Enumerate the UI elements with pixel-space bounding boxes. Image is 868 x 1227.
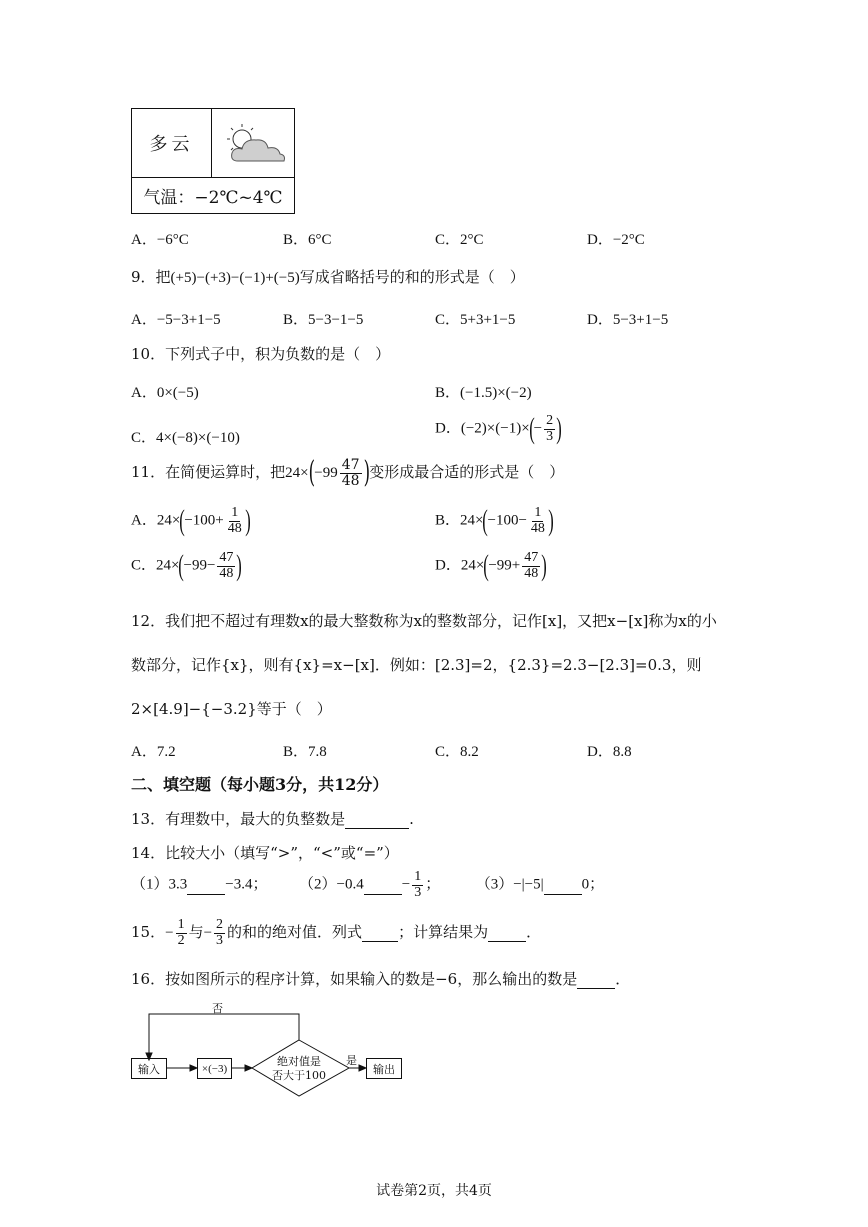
flowchart-operation-box: ×(−3) [197, 1058, 232, 1079]
q12-line-2: 数部分，记作{x}，则有{x}=x−[x]．例如：[2.3]=2，{2.3}=2.3−[2.3]=0.3，则 [131, 656, 702, 674]
flowchart-input-box: 输入 [131, 1058, 167, 1079]
q15-result-blank[interactable] [488, 923, 526, 942]
q8-option-c: C．2°C [435, 232, 484, 248]
q12-line-3: 2×[4.9]−{−3.2}等于（ ） [131, 700, 332, 718]
weather-box [131, 108, 295, 214]
q9-stem: 9．把(+5)−(+3)−(−1)+(−5)写成省略括号的和的形式是（ ） [131, 268, 525, 286]
weather-condition: 多云 [132, 109, 212, 177]
q8-option-b: B．6°C [283, 232, 332, 248]
q9-option-a: A．−5−3+1−5 [131, 312, 221, 328]
q11-option-b: B．24×(−100− $\frac{1}{48}$ ) [435, 504, 554, 538]
q12-option-b: B．7.8 [283, 744, 327, 760]
q11-option-d: D．24×(−99+ $\frac{47}{48}$ ) [435, 549, 547, 583]
q10-d-denominator: 3 [546, 428, 554, 444]
page-footer: 试卷第2页，共4页 [376, 1183, 492, 1199]
q12-option-c: C．8.2 [435, 744, 479, 760]
q16-answer-blank[interactable] [577, 970, 615, 989]
q13-stem: 13．有理数中，最大的负整数是 . [131, 810, 414, 828]
flowchart-output-box: 输出 [366, 1058, 402, 1079]
q14-stem: 14．比较大小（填写“>”，“<”或“=”） [131, 844, 399, 862]
q9-option-b: B．5−3−1−5 [283, 312, 364, 328]
q14-1-blank[interactable] [187, 877, 225, 895]
flowchart-yes-label: 是 [346, 1054, 357, 1067]
q15-expression-blank[interactable] [362, 923, 398, 942]
q10-option-a: A．0×(−5) [131, 385, 199, 401]
q10-d-numerator: 2 [546, 413, 554, 428]
q10-option-b: B．(−1.5)×(−2) [435, 385, 532, 401]
q15-stem: 15．− $\frac{1}{2}$ 与− $\frac{2}{3}$ 的和的绝对值．列式 ；计算结果为 ． [131, 917, 542, 948]
cloudy-sun-icon [212, 109, 294, 177]
q11-stem: 11．在简便运算时，把24×(−99 $\frac{47}{48}$ )变形成最合适的形式是（ ） [131, 455, 565, 491]
q9-option-c: C．5+3+1−5 [435, 312, 516, 328]
q12-line-1: 12．我们把不超过有理数x的最大整数称为x的整数部分，记作[x]，又把x−[x]称为x的小 [131, 612, 717, 630]
q11-option-c: C．24×(−99− $\frac{47}{48}$ ) [131, 549, 243, 583]
flowchart-lines [120, 1000, 420, 1105]
q9-option-d: D．5−3+1−5 [587, 312, 669, 328]
q10-stem: 10．下列式子中，积为负数的是（ ） [131, 345, 391, 363]
q10-option-c: C．4×(−8)×(−10) [131, 430, 240, 446]
flowchart-no-label: 否 [212, 1002, 223, 1015]
q16-stem: 16．按如图所示的程序计算，如果输入的数是−6，那么输出的数是 ． [131, 970, 631, 988]
q14-2-blank[interactable] [364, 877, 402, 895]
q10-option-d: D．(−2)×(−1)×(− $\frac{2}{3}$ ) [435, 412, 562, 446]
q11-option-a: A．24×(−100+ $\frac{1}{48}$ ) [131, 504, 251, 538]
q14-3-blank[interactable] [544, 877, 582, 895]
q8-option-a: A．−6°C [131, 232, 189, 248]
q8-option-d: D．−2°C [587, 232, 645, 248]
weather-temperature: 气温：−2℃~4℃ [132, 177, 294, 213]
q12-option-a: A．7.2 [131, 744, 176, 760]
q14-parts: （1）3.3 −3.4； （2）−0.4 − $\frac{1}{3}$ ； （3）−|−5| 0； [131, 869, 605, 900]
q12-option-d: D．8.8 [587, 744, 632, 760]
section-title-fill-in: 二、填空题（每小题3分，共12分） [131, 775, 389, 794]
flowchart-condition: 绝对值是 否大于100 [272, 1055, 326, 1082]
q13-answer-blank[interactable] [345, 810, 409, 829]
